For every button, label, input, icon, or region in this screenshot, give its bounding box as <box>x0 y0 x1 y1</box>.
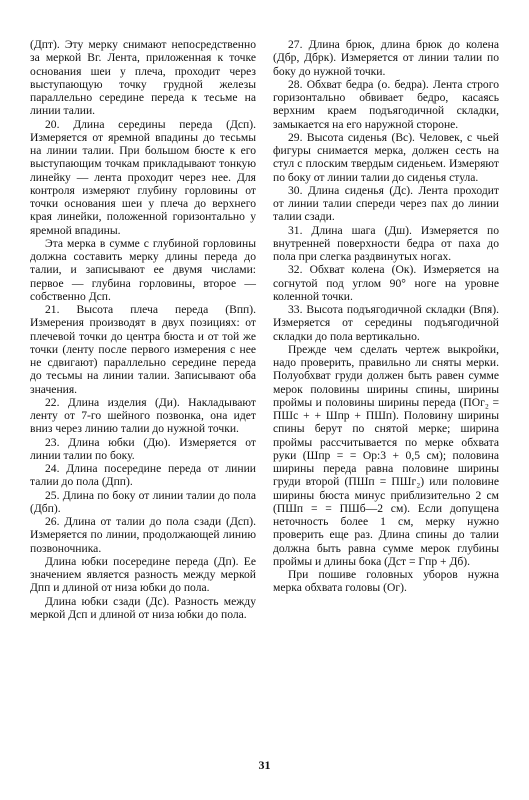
paragraph: (Дпт). Эту мерку снимают непосредственно за меркой Вг. Лента, приложенная к точке основания шеи у плеча, проходит через выступающую точку грудной железы параллельно середине переда к тесьме на линии талии. <box>30 38 256 118</box>
paragraph: 26. Длина от талии до пола сзади (Дсп). Измеряется по линии, продолжающей линию позвоночника. <box>30 515 256 555</box>
paragraph: При пошиве головных уборов нужна мерка обхвата головы (Ог). <box>273 568 499 595</box>
paragraph: Длина юбки сзади (Дс). Разность между меркой Дсп и длиной от низа юбки до пола. <box>30 594 256 621</box>
paragraph: Эта мерка в сумме с глубиной горловины должна составить мерку длины переда до талии, и записывают ее двумя числами: первое — глубина горловины, второе — собственно Дсп. <box>30 236 256 303</box>
paragraph: 27. Длина брюк, длина брюк до колена (Дбр, Дбрк). Измеряется от линии талии по боку до нужной точки. <box>273 38 499 78</box>
paragraph: 23. Длина юбки (Дю). Измеряется от линии талии по боку. <box>30 435 256 462</box>
paragraph: 21. Высота плеча переда (Впп). Измерения производят в двух позициях: от плечевой точки до центра бюста и от той же точки (ленту после первого измерения с нее не сдвигают) параллельно середине переда до тесьмы на линии талии. Записывают оба значения. <box>30 303 256 396</box>
paragraph: 28. Обхват бедра (о. бедра). Лента строго горизонтально обвивает бедро, касаясь верхним краем подъягодичной складки, замыкается на его наружной стороне. <box>273 77 499 131</box>
paragraph: Длина юбки посередине переда (Дп). Ее значением является разность между меркой Дпп и длиной от низа юбки до пола. <box>30 554 256 595</box>
paragraph: Прежде чем сделать чертеж выкройки, надо проверить, правильно ли сняты мерки. Полуобхват груди должен быть равен сумме мерок половины ширины спины, ширины проймы и половины ширины переда (ПОг₂ = ПШс + + Шпр + ПШп). Половину ширины спины берут по снятой мерке; ширина проймы рассчитывается по мерке обхвата руки (Шпр = = Ор:3 + 0,5 см); половина ширины переда равна половине ширины груди второй (ПШп = ПШг₂) или половине ширины бюста минус приблизительно 2 см (ПШп = = ПШб—2 см). Если допущена неточность более 1 см, мерку нужно проверить еще раз. Длина спины до талии должна быть равна сумме мерок глубины проймы и длины бока (Дст = Гпр + Дб). <box>273 342 499 568</box>
paragraph: 25. Длина по боку от линии талии до пола (Дбп). <box>30 488 256 515</box>
paragraph: 32. Обхват колена (Ок). Измеряется на согнутой под углом 90° ноге на уровне коленной точки. <box>273 263 499 303</box>
page-number: 31 <box>258 758 271 772</box>
paragraph: 20. Длина середины переда (Дсп). Измеряется от яремной впадины до тесьмы на линии талии. При большом бюсте к его выступающим точкам прикладывают тонкую линейку — лента проходит через нее. Для контроля измеряют глубину горловины от точки основания шеи у плеча до верхнего края линейки, положенной горизонтально у яремной впадины. <box>30 117 256 237</box>
right-column <box>273 38 499 595</box>
paragraph: 30. Длина сиденья (Дс). Лента проходит от линии талии спереди через пах до линии талии сзади. <box>273 183 499 224</box>
paragraph: 29. Высота сиденья (Вс). Человек, с чьей фигуры снимается мерка, должен сесть на стул с плоским твердым сиденьем. Измеряют по боку от линии талии до сиденья стула. <box>273 130 499 184</box>
paragraph: 31. Длина шага (Дш). Измеряется по внутренней поверхности бедра от паха до пола при слегка раздвинутых ногах. <box>273 223 499 263</box>
paragraph: 33. Высота подъягодичной складки (Впя). Измеряется от середины подъягодичной складки до пола вертикально. <box>273 303 499 343</box>
paragraph: 22. Длина изделия (Ди). Накладывают ленту от 7-го шейного позвонка, она идет вниз через линию талии до нужной точки. <box>30 395 256 436</box>
left-column <box>30 38 256 621</box>
paragraph: 24. Длина посередине переда от линии талии до пола (Дпп). <box>30 462 256 489</box>
